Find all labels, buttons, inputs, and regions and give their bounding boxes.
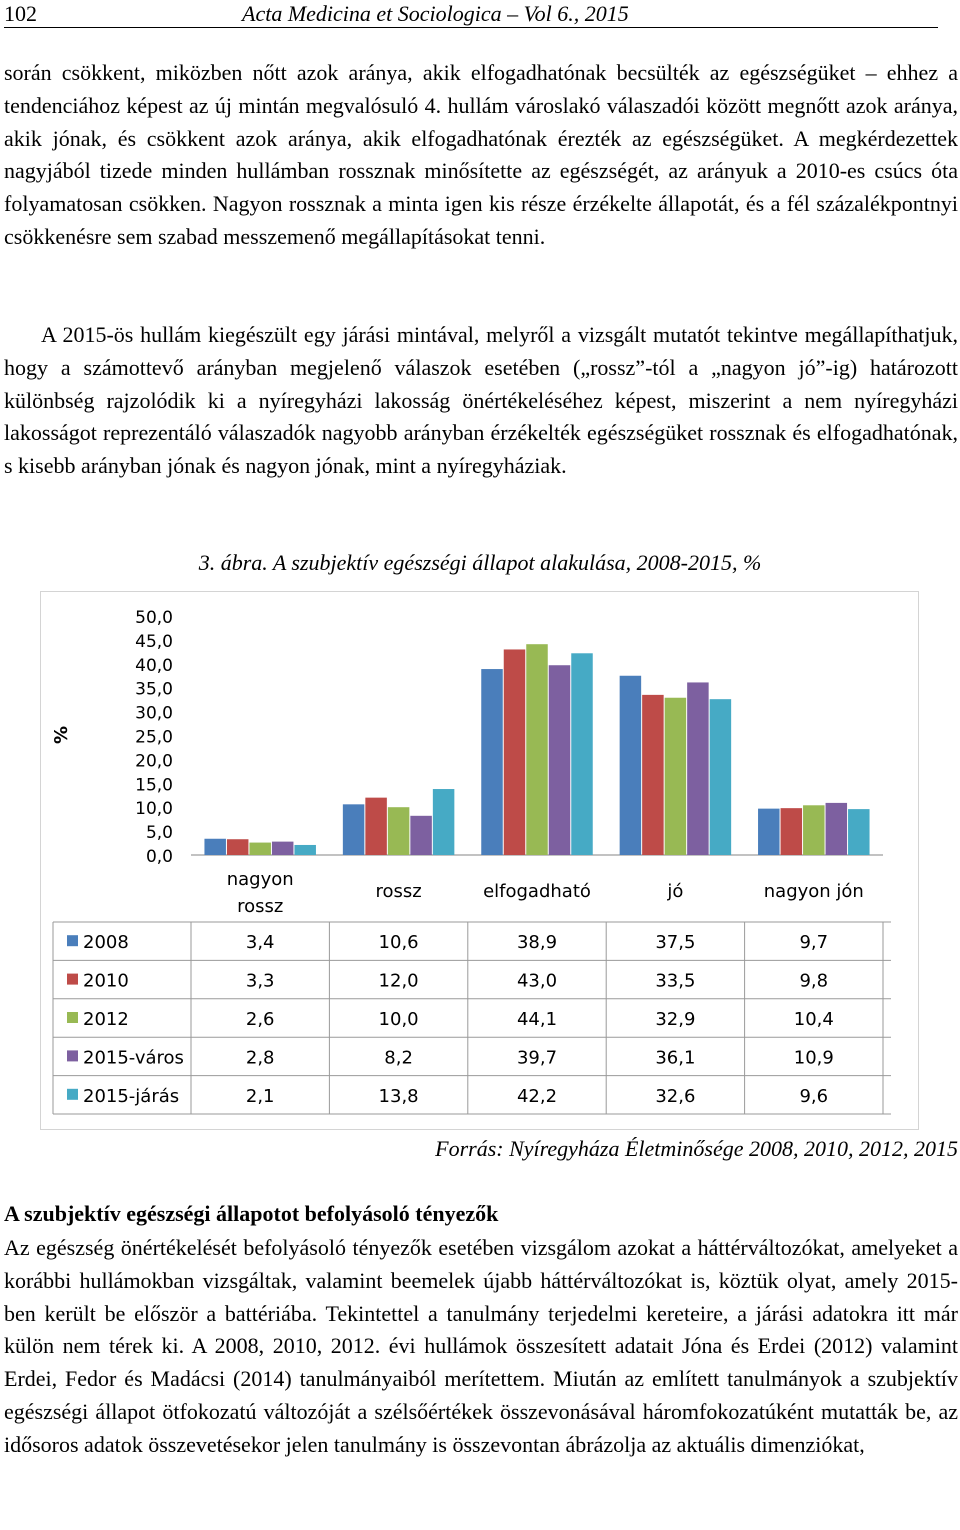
table-cell: 9,7 [799,932,829,954]
section-title: A szubjektív egészségi állapotot befolyásoló tényezők [4,1201,499,1226]
bar-2012-3 [665,698,687,855]
legend-swatch-2012 [67,1012,78,1023]
category-label-line2: rossz [237,896,284,917]
legend-label: 2010 [83,970,129,992]
table-cell: 42,2 [516,1085,558,1107]
bar-2010-3 [642,695,664,855]
bar-2015-járás-1 [433,789,455,855]
table-cell: 39,7 [516,1047,558,1069]
bar-2010-4 [781,808,803,855]
table-cell: 2,8 [245,1047,275,1069]
y-tick-label: 45,0 [135,631,173,652]
table-cell: 43,0 [516,970,558,992]
bar-2015-járás-0 [294,845,316,855]
y-tick-label: 20,0 [135,751,173,772]
y-tick-label: 35,0 [135,679,173,700]
y-axis-label: % [51,725,72,745]
bar-2015-város-3 [687,682,709,855]
table-cell: 2,6 [245,1009,275,1030]
legend-swatch-2010 [67,974,78,985]
bar-chart [41,592,918,1129]
bar-2010-0 [227,839,249,855]
bar-2012-0 [249,843,271,855]
y-tick-label: 40,0 [135,655,173,676]
table-cell: 32,6 [655,1085,696,1107]
bar-2012-2 [526,644,548,855]
category-label: jó [667,881,684,902]
table-cell: 10,6 [378,932,419,954]
table-cell: 37,5 [655,932,696,954]
bar-2010-1 [365,798,387,855]
bar-2015-város-1 [410,816,432,855]
bar-2008-3 [620,676,642,855]
legend-swatch-2008 [67,935,78,946]
category-label-line1: nagyon [226,869,294,890]
legend-label: 2015-járás [83,1085,180,1107]
legend-label: 2008 [83,932,129,954]
legend-swatch-2015-város [67,1050,78,1061]
page-number: 102 [4,1,37,26]
y-tick-label: 0,0 [145,847,173,867]
legend-label: 2015-város [83,1047,184,1069]
table-cell: 10,4 [793,1009,834,1030]
table-cell: 13,8 [378,1085,419,1107]
bar-2015-város-4 [826,803,848,855]
bar-2015-város-0 [272,842,294,855]
journal-title: Acta Medicina et Sociologica – Vol 6., 2015 [242,1,629,26]
y-tick-label: 10,0 [135,799,173,820]
figure-source: Forrás: Nyíregyháza Életminősége 2008, 2010, 2012, 2015 [435,1136,958,1161]
table-cell: 3,3 [245,970,275,992]
bar-2012-1 [388,807,410,855]
table-cell: 8,2 [384,1047,413,1069]
chart-container [40,591,919,1130]
bar-2008-2 [481,669,503,855]
category-label: rossz [375,881,422,902]
table-cell: 9,8 [799,970,829,992]
table-cell: 33,5 [655,970,696,992]
bar-2015-járás-3 [710,699,732,855]
body-paragraph-2: A 2015-ös hullám kiegészült egy járási mintával, melyről a vizsgált mutatót tekintve megállapíthatjuk, hogy a számottevő arányban megjelenő válaszok esetében („rossz”-tól a „nagyon jó”-ig) határozott különbség rajzolódik ki a nyíregyházi lakosság önértékeléséhez képest, miszerint a nem nyíregyházi lakosságot reprezentáló válaszadók nagyobb arányban érzékelték egészségüket rossznak és elfogadhatónak, s kisebb arányban jónak és nagyon jónak, mint a nyíregyháziak. [4,322,958,479]
body-paragraph-3: Az egészség önértékelését befolyásoló tényezők esetében vizsgálom azokat a háttérváltozókat, amelyeket a korábbi hullámokban vizsgáltak, valamint beemelek újabb háttérváltozókat is, köztük olyat, amely 2015-ben került be először a battériába. Tekintettel a tanulmány terjedelmi kereteire, a járási adatokra itt már külön nem térek ki. A 2008, 2010, 2012. évi hullámok összesített adatait Jóna és Erdei (2012) valamint Erdei, Fedor és Madácsi (2014) tanulmányaiból merítettem. Miután az említett tanulmányok a szubjektív egészségi állapot ötfokozatú változóját a szélsőértékek összevonásával háromfokozatúként mutatták be, az idősoros adatok összevetésekor jelen tanulmány is összevontan ábrázolja az aktuális dimenziókat, [4,1235,958,1457]
bar-2010-2 [504,649,526,855]
table-cell: 3,4 [245,932,275,954]
y-tick-label: 50,0 [135,608,173,628]
bar-2015-járás-4 [848,809,870,855]
legend-label: 2012 [83,1009,129,1030]
y-tick-label: 25,0 [135,727,173,748]
bar-2008-0 [204,839,226,855]
table-cell: 9,6 [799,1085,829,1107]
category-label: nagyon jón [763,881,864,902]
table-cell: 32,9 [655,1009,696,1030]
figure-caption: 3. ábra. A szubjektív egészségi állapot alakulása, 2008-2015, % [198,550,762,575]
table-cell: 10,9 [793,1047,834,1069]
bar-2008-1 [343,804,365,855]
legend-swatch-2015-járás [67,1089,78,1100]
y-tick-label: 30,0 [135,703,173,724]
table-cell: 10,0 [378,1009,419,1030]
table-cell: 38,9 [516,932,558,954]
table-cell: 44,1 [516,1009,558,1030]
table-cell: 2,1 [245,1085,275,1107]
page-header [4,0,938,28]
y-tick-label: 5,0 [145,823,173,844]
category-label: elfogadható [483,881,591,902]
table-cell: 36,1 [655,1047,696,1069]
table-cell: 12,0 [378,970,419,992]
bar-2015-járás-2 [571,653,593,855]
bar-2015-város-2 [549,665,571,855]
body-paragraph-1: során csökkent, miközben nőtt azok aránya, akik elfogadhatónak becsülték az egészségüket – ehhez a tendenciához képest az új mintán megvalósuló 4. hullám városlakó válaszadói között megnőtt azok aránya, akik jónak, és csökkent azok aránya, akik elfogadhatónak érezték az egészségüket. A megkérdezettek nagyjából tizede minden hullámban rossznak minősítette az egészségét, az arányuk a 2010-es csúcs óta folyamatosan csökken. Nagyon rossznak a minta igen kis része érzékelte állapotát, és a fél százalékpontnyi csökkenésre sem szabad messzemenő megállapításokat tenni. [4,60,958,249]
y-tick-label: 15,0 [135,775,173,796]
bar-2008-4 [758,809,780,855]
bar-2012-4 [803,805,825,855]
